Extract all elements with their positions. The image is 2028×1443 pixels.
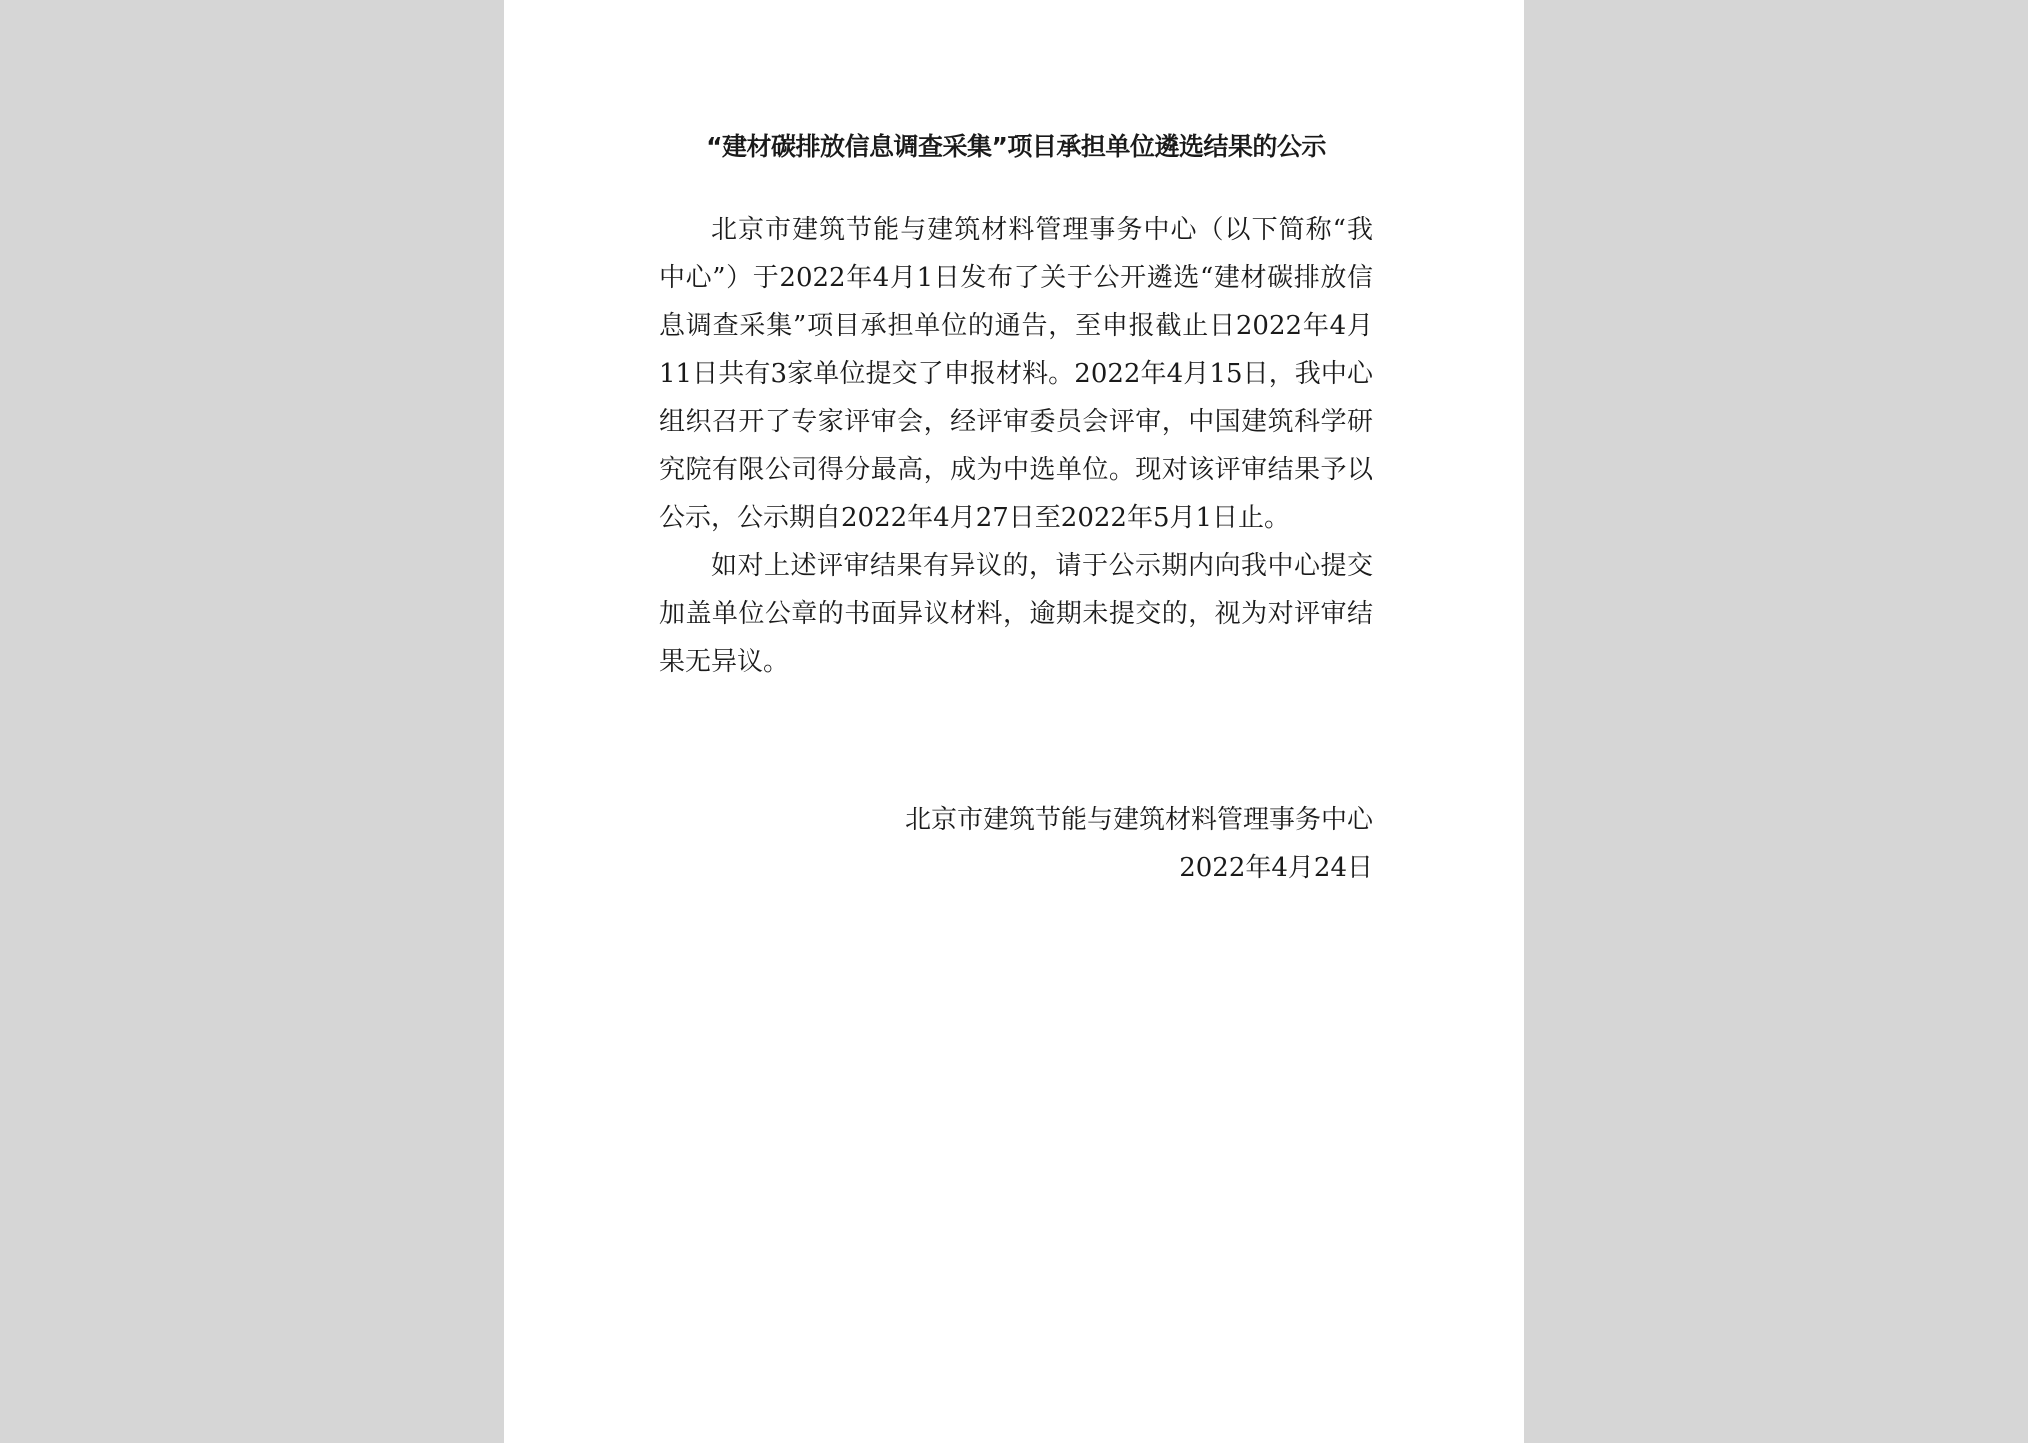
body-paragraph-1: 北京市建筑节能与建筑材料管理事务中心（以下简称“我中心”）于2022年4月1日发布了关于公开遴选“建材碳排放信息调查采集”项目承担单位的通告，至申报截止日2022年4月11日共有3家单位提交了申报材料。2022年4月15日，我中心组织召开了专家评审会，经评审委员会评审，中国建筑科学研究院有限公司得分最高，成为中选单位。现对该评审结果予以公示，公示期自2022年4月27日至2022年5月1日止。 bbox=[659, 215, 1373, 533]
page-content bbox=[659, 130, 1373, 892]
signature-date: 2022年4月24日 bbox=[1179, 853, 1373, 883]
document-page bbox=[504, 0, 1524, 1443]
body-paragraph-2: 如对上述评审结果有异议的，请于公示期内向我中心提交加盖单位公章的书面异议材料，逾期未提交的，视为对评审结果无异议。 bbox=[659, 551, 1373, 677]
signature-organization: 北京市建筑节能与建筑材料管理事务中心 bbox=[904, 805, 1373, 835]
document-title: “建材碳排放信息调查采集”项目承担单位遴选结果的公示 bbox=[706, 132, 1326, 161]
signature-block bbox=[659, 796, 1373, 892]
